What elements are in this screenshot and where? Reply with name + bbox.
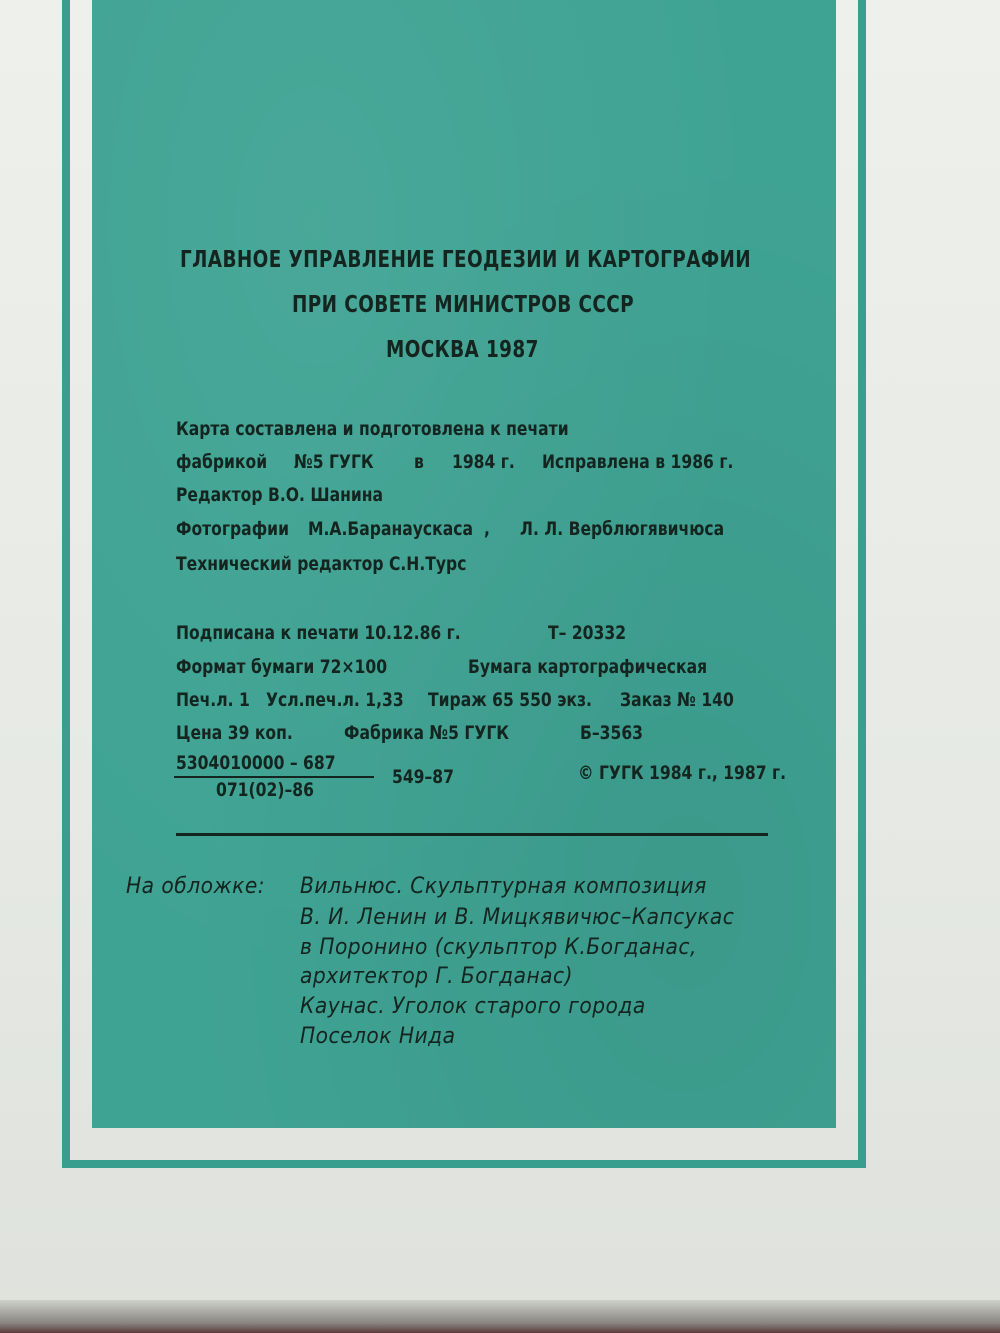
page-edge-shadow <box>0 1300 1000 1333</box>
imprint-index-top: 5304010000 – 687 <box>176 752 336 774</box>
credits-year: 1984 г. <box>452 451 515 473</box>
cover-line-5: Каунас. Уголок старого города <box>300 994 646 1019</box>
imprint-factory: Фабрика №5 ГУГК <box>344 722 510 744</box>
credits-photographer-2: Л. Л. Верблюгявичюса <box>520 518 725 540</box>
imprint-conv-sheets: Усл.печ.л. 1,33 <box>266 689 404 711</box>
header-subtitle: ПРИ СОВЕТЕ МИНИСТРОВ СССР <box>292 292 635 318</box>
section-divider <box>176 833 768 836</box>
cover-line-3: в Поронино (скульптор К.Богданас, <box>300 935 697 960</box>
cover-line-1: Вильнюс. Скульптурная композиция <box>300 874 707 899</box>
cover-line-2: В. И. Ленин и В. Мицкявичюс–Капсукас <box>300 905 735 930</box>
imprint-order: Заказ № 140 <box>620 689 734 711</box>
credits-line-1: Карта составлена и подготовлена к печати <box>176 418 569 440</box>
header-title: ГЛАВНОЕ УПРАВЛЕНИЕ ГЕОДЕЗИИ И КАРТОГРАФИИ <box>180 247 752 273</box>
imprint-index-right: 549–87 <box>392 766 454 788</box>
index-fraction-rule <box>174 776 374 778</box>
credits-corrected: Исправлена в 1986 г. <box>542 451 734 473</box>
credits-photos-label: Фотографии <box>176 518 289 540</box>
imprint-signed: Подписана к печати 10.12.86 г. <box>176 622 461 644</box>
cover-label: На обложке: <box>126 874 266 899</box>
imprint-t-number: Т– 20332 <box>548 622 627 644</box>
imprint-factory-code: Б–3563 <box>580 722 644 744</box>
imprint-index-bottom: 071(02)–86 <box>216 779 314 801</box>
imprint-paper: Бумага картографическая <box>468 656 708 678</box>
credits-editor: Редактор В.О. Шанина <box>176 484 384 506</box>
imprint-price: Цена 39 коп. <box>176 722 293 744</box>
credits-tech-editor: Технический редактор С.Н.Турс <box>176 553 467 575</box>
imprint-print-sheets: Печ.л. 1 <box>176 689 250 711</box>
imprint-format: Формат бумаги 72×100 <box>176 656 388 678</box>
cover-line-6: Поселок Нида <box>300 1024 456 1049</box>
cover-line-4: архитектор Г. Богданас) <box>300 964 573 989</box>
credits-in: в <box>414 451 424 473</box>
imprint-tirage: Тираж 65 550 экз. <box>428 689 592 711</box>
imprint-copyright: © ГУГК 1984 г., 1987 г. <box>578 762 787 784</box>
credits-factory: №5 ГУГК <box>294 451 374 473</box>
credits-factory-label: фабрикой <box>176 451 268 473</box>
credits-comma: , <box>484 518 490 540</box>
credits-photographer-1: М.А.Баранаускаса <box>308 518 473 540</box>
header-place-year: МОСКВА 1987 <box>386 337 539 363</box>
